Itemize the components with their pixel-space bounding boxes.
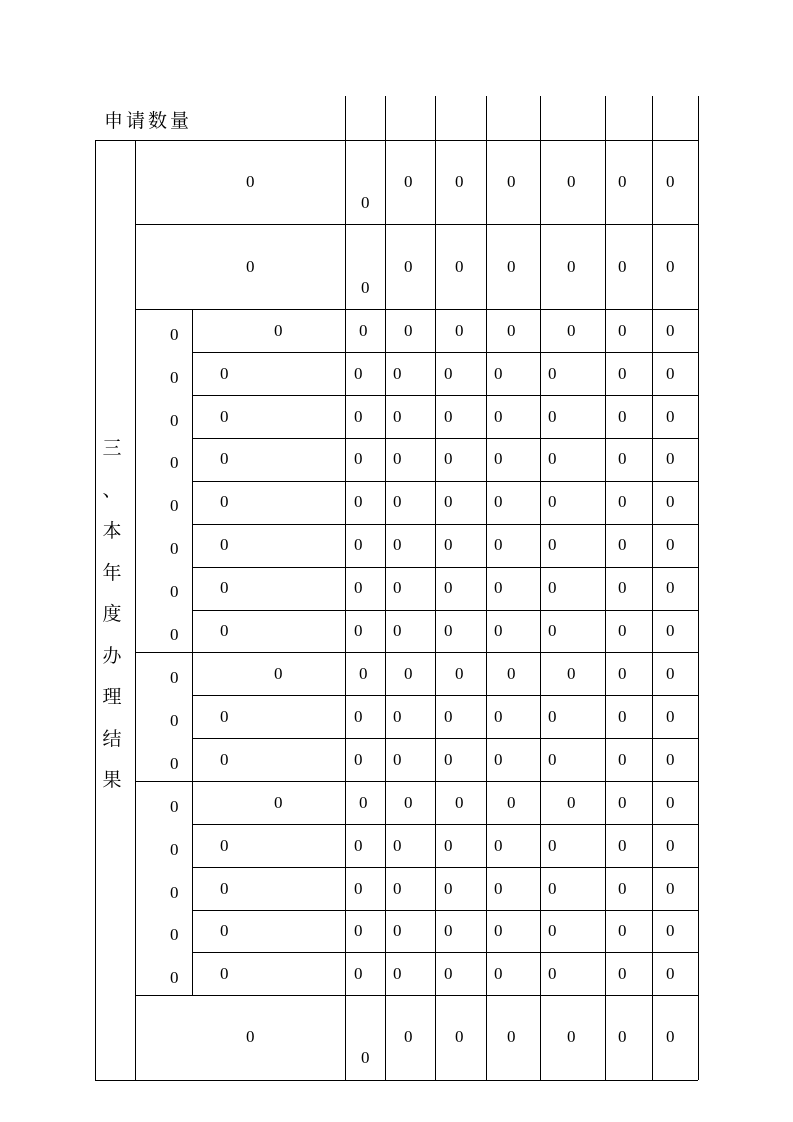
value-cell: 0 <box>455 664 464 683</box>
hline <box>192 910 698 911</box>
group-col-value: 0 <box>170 882 179 902</box>
item-label: 0 <box>220 921 229 941</box>
value-cell: 0 <box>618 750 627 769</box>
value-cell: 0 <box>618 577 627 597</box>
group-col-value: 0 <box>170 367 179 387</box>
value-cell: 0 <box>618 664 627 683</box>
value-cell: 0 <box>361 278 370 297</box>
value-cell: 0 <box>618 1027 627 1046</box>
value-cell: 0 <box>444 620 453 640</box>
value-cell: 0 <box>393 707 402 726</box>
item-label: 0 <box>220 449 229 469</box>
vline-value-col-5 <box>652 96 653 1080</box>
value-cell: 0 <box>548 449 557 469</box>
value-cell: 0 <box>618 878 627 898</box>
item-label: 0 <box>220 835 229 855</box>
value-cell: 0 <box>404 1027 413 1046</box>
value-cell: 0 <box>494 363 503 383</box>
hline-bottom <box>95 1080 698 1081</box>
value-cell: 0 <box>548 707 557 726</box>
hline <box>192 610 698 611</box>
value-cell: 0 <box>666 750 675 769</box>
value-cell: 0 <box>567 321 576 340</box>
hline <box>135 309 698 310</box>
value-cell: 0 <box>618 172 627 191</box>
value-cell: 0 <box>494 492 503 512</box>
section-title-annual-results <box>102 428 122 802</box>
group-col-value: 0 <box>170 624 179 644</box>
value-cell: 0 <box>507 257 516 276</box>
hline <box>192 952 698 953</box>
section-title-char: 、 <box>102 478 122 501</box>
value-cell: 0 <box>359 664 368 683</box>
value-cell: 0 <box>666 1027 675 1046</box>
vline-value-col-1 <box>435 96 436 1080</box>
item-label: 0 <box>220 577 229 597</box>
value-cell: 0 <box>666 257 675 276</box>
value-cell: 0 <box>494 964 503 984</box>
value-cell: 0 <box>444 449 453 469</box>
value-cell: 0 <box>455 321 464 340</box>
value-cell: 0 <box>618 921 627 941</box>
section-title-char: 结 <box>102 727 122 750</box>
item-label: 0 <box>220 964 229 984</box>
value-cell: 0 <box>444 835 453 855</box>
value-cell: 0 <box>666 577 675 597</box>
value-cell: 0 <box>404 793 413 812</box>
value-cell: 0 <box>618 363 627 383</box>
hline <box>192 438 698 439</box>
vline-value-col-3 <box>540 96 541 1080</box>
value-cell: 0 <box>548 492 557 512</box>
value-cell: 0 <box>359 793 368 812</box>
value-cell: 0 <box>548 750 557 769</box>
vline-left <box>95 140 96 1080</box>
vline-value-col-0 <box>385 96 386 1080</box>
value-cell: 0 <box>567 1027 576 1046</box>
value-cell: 0 <box>354 449 363 469</box>
group-col-value: 0 <box>170 925 179 945</box>
section-title-char: 三 <box>102 437 122 459</box>
section-title-char: 果 <box>102 769 122 791</box>
value-cell: 0 <box>666 321 675 340</box>
value-cell: 0 <box>666 921 675 941</box>
value-cell: 0 <box>618 321 627 340</box>
value-cell: 0 <box>354 750 363 769</box>
value-cell: 0 <box>361 193 370 212</box>
value-cell: 0 <box>494 835 503 855</box>
value-cell: 0 <box>404 257 413 276</box>
hline <box>192 481 698 482</box>
value-cell: 0 <box>618 492 627 512</box>
group-head-label: 0 <box>274 793 283 812</box>
value-cell: 0 <box>567 172 576 191</box>
value-cell: 0 <box>455 257 464 276</box>
value-cell: 0 <box>666 620 675 640</box>
vline-col3 <box>345 96 346 1080</box>
value-cell: 0 <box>618 449 627 469</box>
value-cell: 0 <box>507 172 516 191</box>
hline <box>192 524 698 525</box>
value-cell: 0 <box>455 172 464 191</box>
value-cell: 0 <box>494 750 503 769</box>
item-label: 0 <box>220 707 229 726</box>
value-cell: 0 <box>393 492 402 512</box>
value-cell: 0 <box>393 363 402 383</box>
value-cell: 0 <box>666 964 675 984</box>
hline <box>192 395 698 396</box>
value-cell: 0 <box>494 577 503 597</box>
value-cell: 0 <box>618 707 627 726</box>
row-label: 0 <box>246 1027 255 1046</box>
value-cell: 0 <box>666 492 675 512</box>
value-cell: 0 <box>444 964 453 984</box>
value-cell: 0 <box>666 172 675 191</box>
value-cell: 0 <box>444 878 453 898</box>
group-col-value: 0 <box>170 539 179 558</box>
vline-col1 <box>135 140 136 1080</box>
group-col-value: 0 <box>170 668 179 687</box>
hline <box>192 867 698 868</box>
section-title-char: 理 <box>102 686 122 708</box>
value-cell: 0 <box>618 835 627 855</box>
value-cell: 0 <box>444 707 453 726</box>
group-col-value: 0 <box>170 496 179 516</box>
value-cell: 0 <box>354 707 363 726</box>
value-cell: 0 <box>393 750 402 769</box>
value-cell: 0 <box>618 964 627 984</box>
value-cell: 0 <box>494 406 503 426</box>
item-label: 0 <box>220 620 229 640</box>
value-cell: 0 <box>494 707 503 726</box>
value-cell: 0 <box>354 577 363 597</box>
value-cell: 0 <box>507 321 516 340</box>
value-cell: 0 <box>354 492 363 512</box>
item-label: 0 <box>220 878 229 898</box>
value-cell: 0 <box>507 664 516 683</box>
value-cell: 0 <box>393 921 402 941</box>
value-cell: 0 <box>548 964 557 984</box>
vline-right <box>698 96 699 1080</box>
value-cell: 0 <box>354 363 363 383</box>
value-cell: 0 <box>548 535 557 554</box>
value-cell: 0 <box>494 878 503 898</box>
group-col-value: 0 <box>170 581 179 601</box>
value-cell: 0 <box>354 406 363 426</box>
hline <box>135 652 698 653</box>
value-cell: 0 <box>666 363 675 383</box>
section-title-char: 本 <box>102 520 122 542</box>
value-cell: 0 <box>548 921 557 941</box>
value-cell: 0 <box>393 535 402 554</box>
group-col-value: 0 <box>170 711 179 730</box>
value-cell: 0 <box>494 921 503 941</box>
group-col-value: 0 <box>170 968 179 988</box>
value-cell: 0 <box>393 878 402 898</box>
value-cell: 0 <box>618 257 627 276</box>
value-cell: 0 <box>455 793 464 812</box>
value-cell: 0 <box>618 406 627 426</box>
group-head-label: 0 <box>274 664 283 683</box>
value-cell: 0 <box>444 750 453 769</box>
item-label: 0 <box>220 750 229 769</box>
item-label: 0 <box>220 492 229 512</box>
value-cell: 0 <box>548 363 557 383</box>
value-cell: 0 <box>548 835 557 855</box>
group-col-value: 0 <box>170 797 179 816</box>
section-title-char: 度 <box>102 603 122 625</box>
value-cell: 0 <box>354 620 363 640</box>
value-cell: 0 <box>507 1027 516 1046</box>
value-cell: 0 <box>666 793 675 812</box>
hline <box>135 781 698 782</box>
group-col-value: 0 <box>170 839 179 859</box>
value-cell: 0 <box>507 793 516 812</box>
value-cell: 0 <box>548 620 557 640</box>
value-cell: 0 <box>444 535 453 554</box>
group-col-value: 0 <box>170 410 179 430</box>
value-cell: 0 <box>666 535 675 554</box>
value-cell: 0 <box>444 921 453 941</box>
value-cell: 0 <box>567 664 576 683</box>
value-cell: 0 <box>444 577 453 597</box>
value-cell: 0 <box>666 449 675 469</box>
value-cell: 0 <box>567 793 576 812</box>
vline-value-col-4 <box>605 96 606 1080</box>
value-cell: 0 <box>618 793 627 812</box>
value-cell: 0 <box>444 492 453 512</box>
hline <box>192 824 698 825</box>
item-label: 0 <box>220 535 229 554</box>
value-cell: 0 <box>361 1048 370 1067</box>
value-cell: 0 <box>548 406 557 426</box>
value-cell: 0 <box>354 835 363 855</box>
hline <box>135 224 698 225</box>
group-head-label: 0 <box>274 321 283 340</box>
value-cell: 0 <box>354 878 363 898</box>
value-cell: 0 <box>393 620 402 640</box>
item-label: 0 <box>220 363 229 383</box>
value-cell: 0 <box>567 257 576 276</box>
value-cell: 0 <box>666 835 675 855</box>
group-col-value: 0 <box>170 453 179 473</box>
vline-value-col-2 <box>486 96 487 1080</box>
header-label-application-count: 申请数量 <box>104 110 193 132</box>
value-cell: 0 <box>494 620 503 640</box>
value-cell: 0 <box>666 406 675 426</box>
hline <box>192 695 698 696</box>
value-cell: 0 <box>548 878 557 898</box>
hline <box>192 738 698 739</box>
value-cell: 0 <box>666 664 675 683</box>
value-cell: 0 <box>393 964 402 984</box>
row-label: 0 <box>246 172 255 191</box>
value-cell: 0 <box>548 577 557 597</box>
value-cell: 0 <box>393 449 402 469</box>
value-cell: 0 <box>393 406 402 426</box>
value-cell: 0 <box>666 707 675 726</box>
value-cell: 0 <box>393 835 402 855</box>
value-cell: 0 <box>618 535 627 554</box>
value-cell: 0 <box>404 172 413 191</box>
value-cell: 0 <box>354 535 363 554</box>
section-title-char: 办 <box>102 644 122 667</box>
value-cell: 0 <box>404 321 413 340</box>
hline-header-bottom <box>95 140 698 141</box>
value-cell: 0 <box>666 878 675 898</box>
value-cell: 0 <box>444 406 453 426</box>
value-cell: 0 <box>354 964 363 984</box>
hline <box>192 567 698 568</box>
value-cell: 0 <box>494 535 503 554</box>
row-label: 0 <box>246 257 255 276</box>
value-cell: 0 <box>455 1027 464 1046</box>
section-title-char: 年 <box>102 561 122 584</box>
group-col-value: 0 <box>170 325 179 344</box>
value-cell: 0 <box>494 449 503 469</box>
value-cell: 0 <box>359 321 368 340</box>
value-cell: 0 <box>354 921 363 941</box>
value-cell: 0 <box>444 363 453 383</box>
item-label: 0 <box>220 406 229 426</box>
value-cell: 0 <box>393 577 402 597</box>
hline <box>135 995 698 996</box>
value-cell: 0 <box>618 620 627 640</box>
value-cell: 0 <box>404 664 413 683</box>
hline <box>192 352 698 353</box>
group-col-value: 0 <box>170 754 179 773</box>
